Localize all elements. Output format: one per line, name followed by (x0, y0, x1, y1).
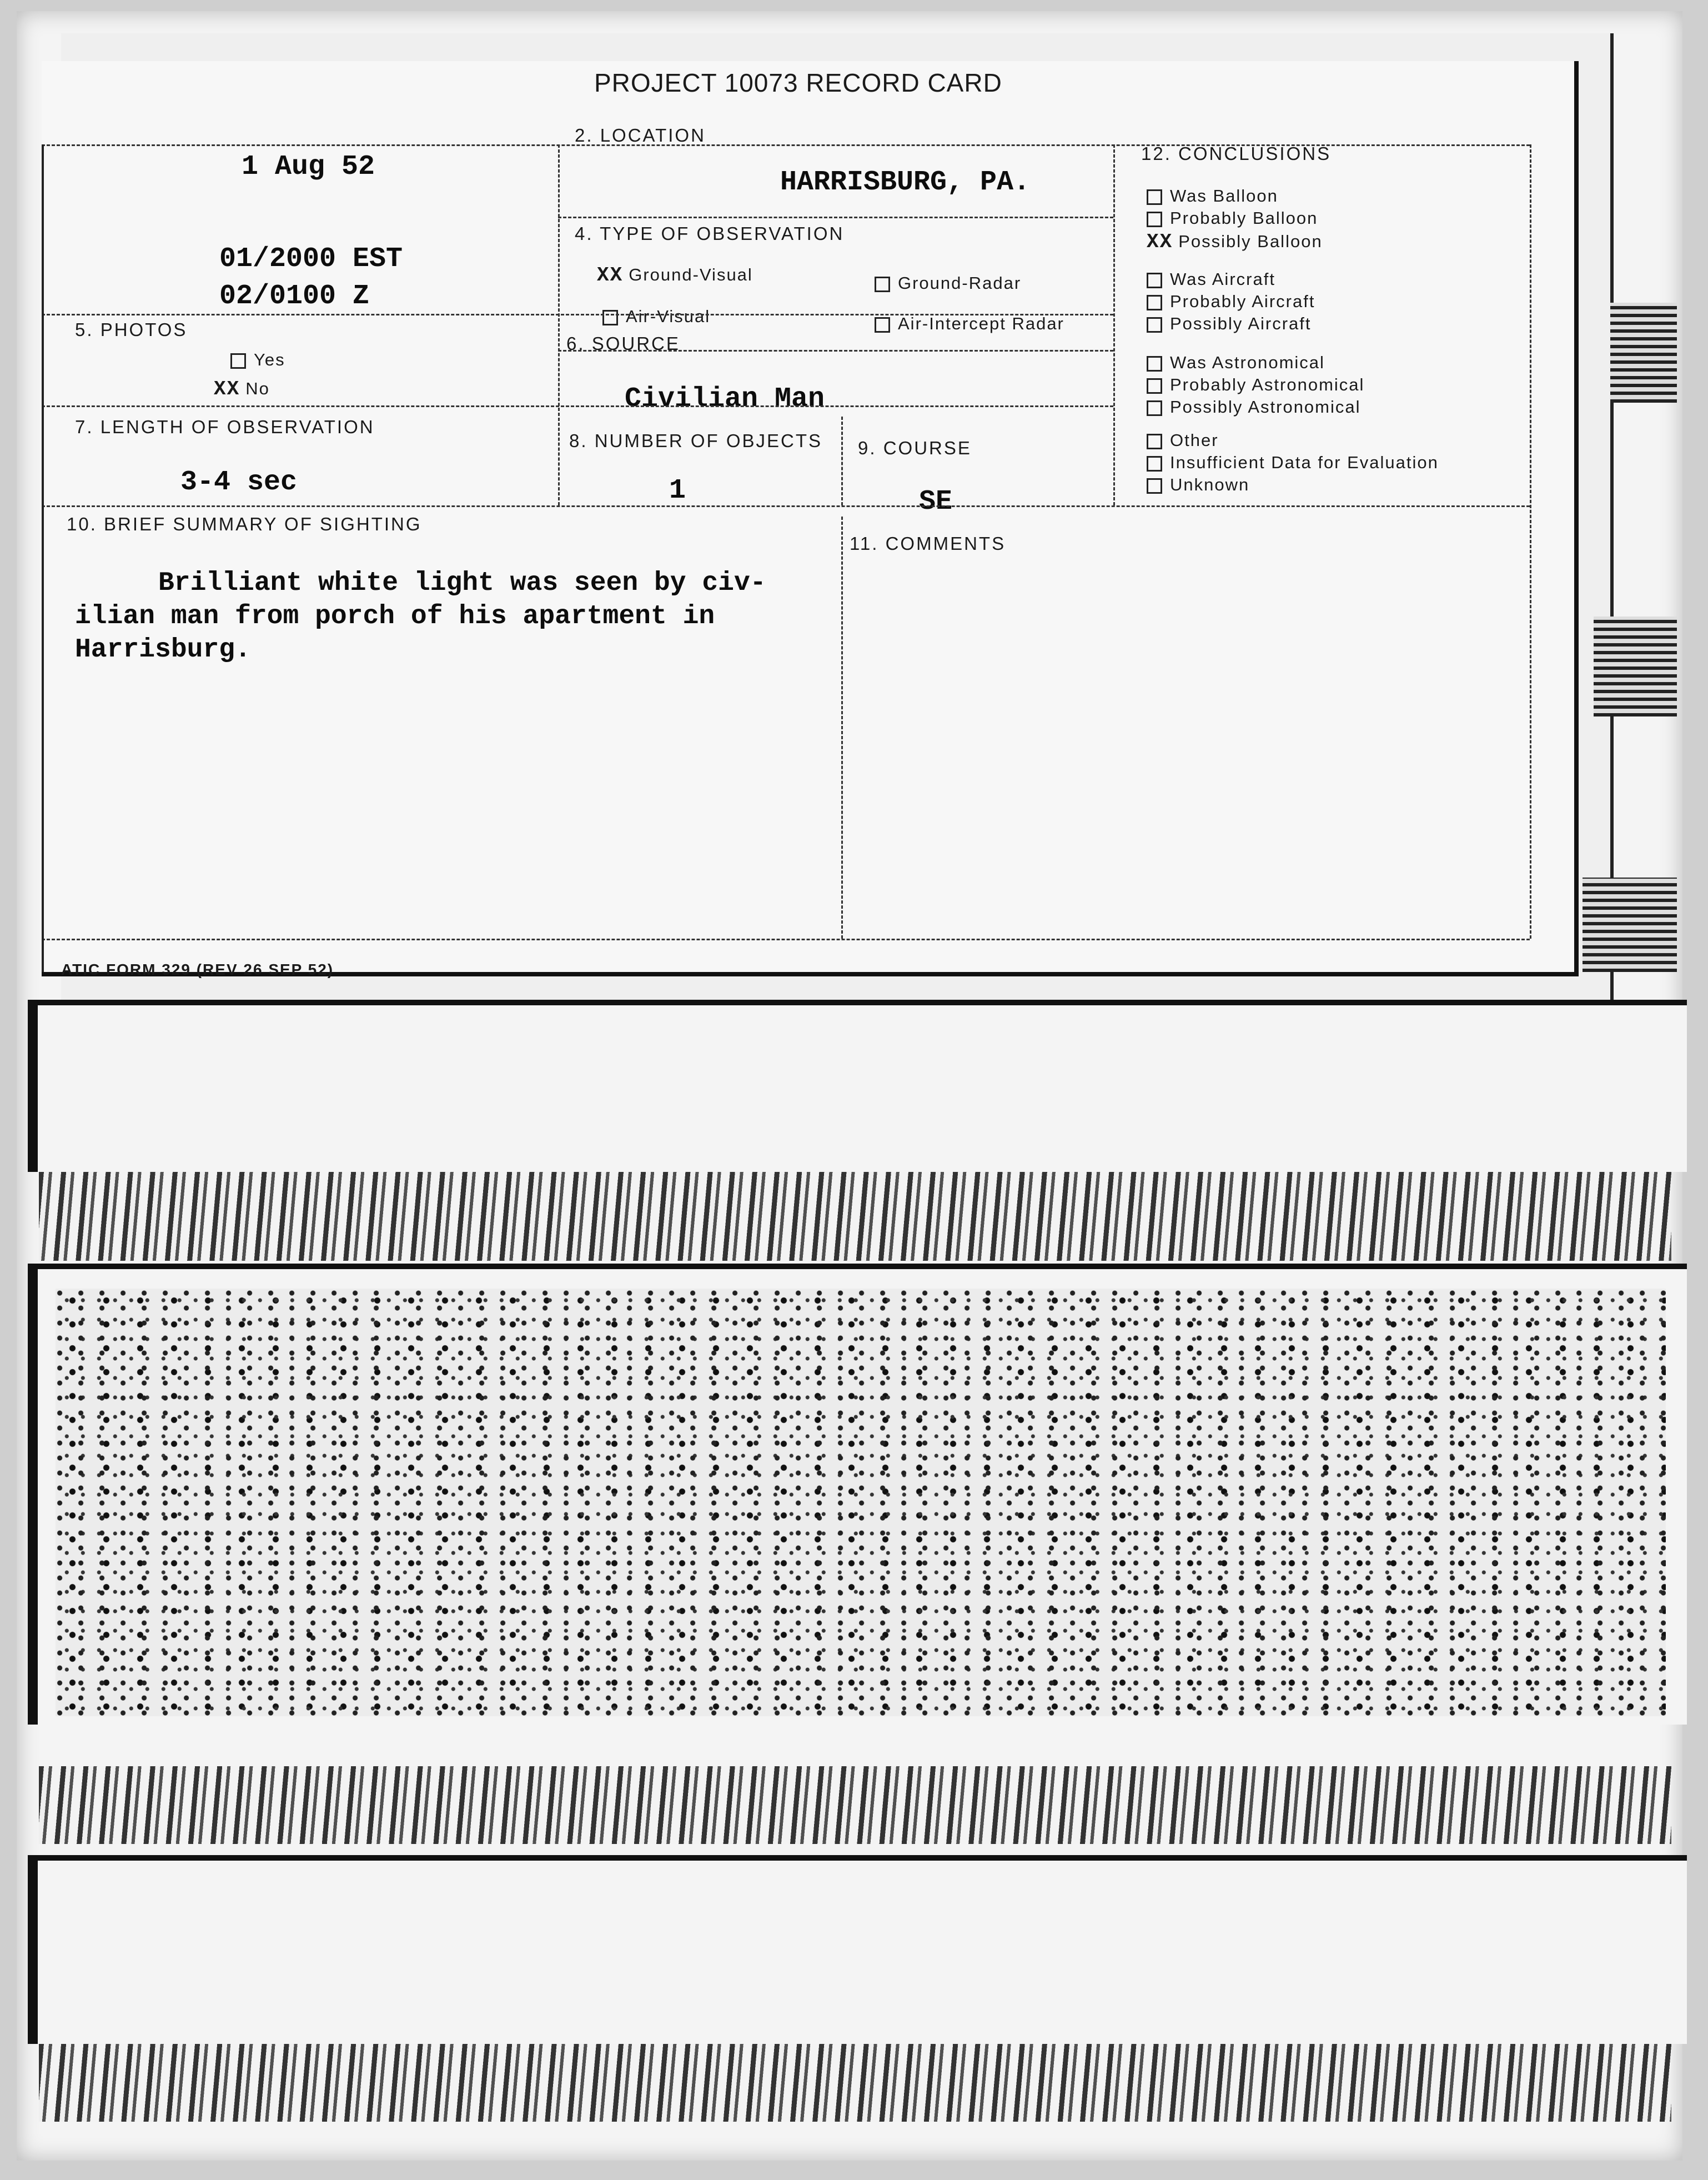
noise-block (56, 1289, 1666, 1716)
card-left-edge (42, 144, 44, 972)
noise-band-2 (39, 1766, 1671, 1844)
conclusion-item: Probably Balloon (1147, 208, 1535, 230)
checkbox-icon (602, 310, 618, 325)
edge-shadow-1 (1610, 303, 1677, 403)
location-value: HARRISBURG, PA. (780, 167, 1031, 198)
type-option-ground-radar: Ground-Radar (875, 273, 1021, 293)
card-title: PROJECT 10073 RECORD CARD (594, 68, 1002, 97)
checkbox-icon (230, 353, 246, 369)
edge-shadow-3 (1583, 878, 1677, 972)
checkbox-icon (875, 317, 890, 333)
edge-shadow-2 (1594, 617, 1677, 716)
divider (841, 517, 843, 939)
conclusion-item: XX Possibly Balloon (1147, 230, 1323, 253)
ground-visual-check: XX (597, 264, 624, 287)
checkbox-icon (1147, 400, 1162, 416)
conclusion-item: Was Astronomical (1147, 353, 1535, 375)
conclusion-item: Possibly Aircraft (1147, 314, 1535, 353)
checkbox-icon (1147, 456, 1162, 472)
conclusions-label: 12. CONCLUSIONS (1141, 143, 1332, 164)
divider (1530, 144, 1531, 939)
noise-band-1 (39, 1172, 1671, 1261)
photos-no: XX No (214, 378, 270, 400)
card-strip-3 (28, 1855, 1687, 2044)
source-label: 6. SOURCE (566, 333, 680, 354)
card-strip-1 (28, 1000, 1687, 1172)
summary-line: ilian man from porch of his apartment in (75, 602, 715, 632)
divider (42, 505, 1530, 507)
divider (841, 417, 843, 505)
course-label: 9. COURSE (858, 438, 972, 458)
type-option-air-intercept-radar: Air-Intercept Radar (875, 314, 1064, 334)
date-value: 1 Aug 52 (242, 151, 375, 183)
divider (42, 939, 1530, 940)
conclusion-item: Probably Astronomical (1147, 375, 1535, 397)
conclusion-item: Was Balloon (1147, 186, 1535, 208)
summary-text (75, 567, 852, 666)
checkbox-icon (875, 277, 890, 292)
checkbox-icon (1147, 434, 1162, 449)
checkbox-icon (1147, 273, 1162, 288)
divider (1113, 144, 1115, 505)
possibly-balloon-check: XX (1147, 230, 1173, 253)
conclusions-list (1147, 186, 1535, 497)
checkbox-icon (1147, 189, 1162, 205)
checkbox-icon (1147, 295, 1162, 310)
divider (42, 405, 1113, 407)
photos-label: 5. PHOTOS (75, 319, 188, 340)
divider (558, 350, 1113, 352)
summary-line: Brilliant white light was seen by civ- (158, 568, 766, 598)
type-of-observation-label: 4. TYPE OF OBSERVATION (575, 223, 845, 244)
checkbox-icon (1147, 356, 1162, 372)
checkbox-icon (1147, 478, 1162, 494)
course-value: SE (919, 486, 953, 518)
summary-line: Harrisburg. (75, 635, 251, 665)
conclusion-item: Other (1147, 430, 1535, 453)
location-label: 2. LOCATION (575, 125, 706, 146)
conclusion-item: Possibly Astronomical (1147, 397, 1535, 430)
conclusion-item: Probably Aircraft (1147, 292, 1535, 314)
checkbox-icon (1147, 212, 1162, 227)
conclusion-item: Was Aircraft (1147, 269, 1535, 292)
form-id: ATIC FORM 329 (REV 26 SEP 52) (61, 961, 334, 978)
source-value: Civilian Man (625, 383, 825, 415)
record-card (42, 61, 1579, 976)
checkbox-icon (1147, 317, 1162, 333)
checkbox-icon (1147, 378, 1162, 394)
local-time-value: 01/2000 EST (219, 243, 403, 275)
type-option-air-visual: Air-Visual (602, 307, 710, 327)
photos-yes: Yes (230, 350, 285, 370)
comments-label: 11. COMMENTS (850, 533, 1006, 554)
divider (42, 314, 1113, 315)
conclusion-item: Unknown (1147, 475, 1535, 497)
objects-value: 1 (669, 475, 686, 507)
divider (558, 217, 1113, 218)
divider (42, 144, 1530, 146)
noise-band-3 (39, 2044, 1671, 2122)
number-of-objects-label: 8. NUMBER OF OBJECTS (569, 430, 823, 451)
type-option-ground-visual: XX Ground-Visual (597, 264, 753, 287)
length-value: 3-4 sec (180, 467, 298, 498)
gmt-time-value: 02/0100 Z (219, 280, 370, 312)
photos-no-check: XX (214, 378, 240, 400)
divider (558, 144, 560, 505)
length-of-observation-label: 7. LENGTH OF OBSERVATION (75, 417, 375, 437)
conclusion-item: Insufficient Data for Evaluation (1147, 453, 1535, 475)
brief-summary-label: 10. BRIEF SUMMARY OF SIGHTING (67, 514, 422, 534)
